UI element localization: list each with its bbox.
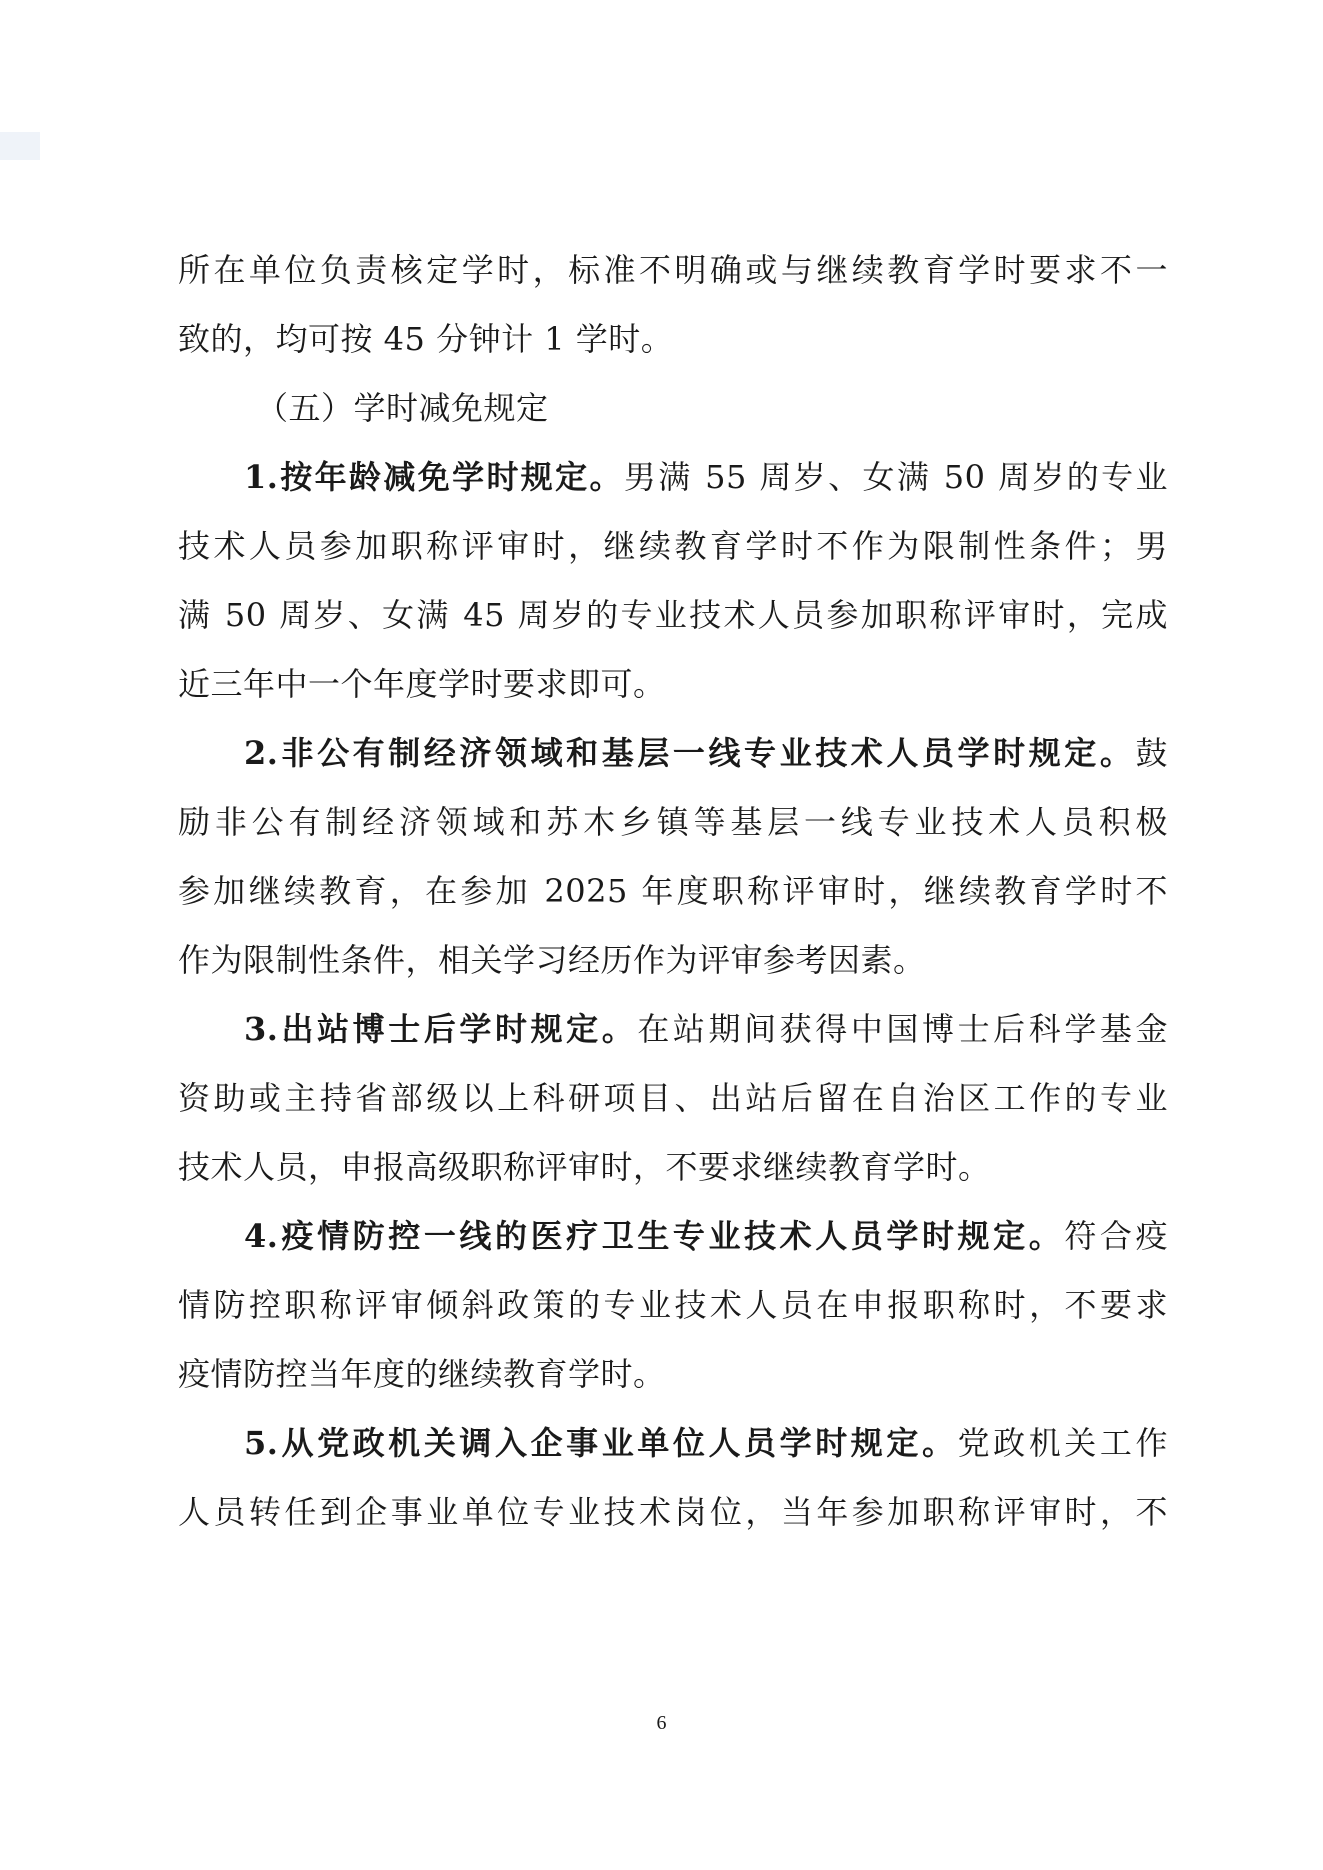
text-line: 技术人员参加职称评审时，继续教育学时不作为限制性条件；男	[178, 527, 1168, 565]
item-3-title: 3.出站博士后学时规定。	[244, 1010, 638, 1048]
text-line: 近三年中一个年度学时要求即可。	[178, 665, 666, 703]
item-1-title: 1.按年龄减免学时规定。	[244, 458, 624, 496]
page-number: 6	[656, 1712, 667, 1734]
text-line: 致的，均可按 45 分钟计 1 学时。	[178, 320, 674, 358]
text-line: 人员转任到企事业单位专业技术岗位，当年参加职称评审时，不	[178, 1493, 1168, 1531]
text-line: 资助或主持省部级以上科研项目、出站后留在自治区工作的专业	[178, 1079, 1168, 1117]
item-4-title: 4.疫情防控一线的医疗卫生专业技术人员学时规定。	[244, 1217, 1065, 1255]
text-line: 满 50 周岁、女满 45 周岁的专业技术人员参加职称评审时，完成	[178, 596, 1168, 634]
body-text	[178, 236, 1168, 1547]
item-3-first-line: 3.出站博士后学时规定。在站期间获得中国博士后科学基金	[244, 1010, 1168, 1048]
text-line: 参加继续教育，在参加 2025 年度职称评审时，继续教育学时不	[178, 872, 1168, 910]
item-5-first-line: 5.从党政机关调入企事业单位人员学时规定。党政机关工作	[244, 1424, 1168, 1462]
section-heading: （五）学时减免规定	[256, 389, 549, 427]
text-line: 励非公有制经济领域和苏木乡镇等基层一线专业技术人员积极	[178, 803, 1168, 841]
item-5-title: 5.从党政机关调入企事业单位人员学时规定。	[244, 1424, 958, 1462]
scan-artifact	[0, 132, 40, 160]
text-line: 作为限制性条件，相关学习经历作为评审参考因素。	[178, 941, 926, 979]
item-2-title: 2.非公有制经济领域和基层一线专业技术人员学时规定。	[244, 734, 1136, 772]
item-1-first-line: 1.按年龄减免学时规定。男满 55 周岁、女满 50 周岁的专业	[244, 458, 1168, 496]
item-2-first-line: 2.非公有制经济领域和基层一线专业技术人员学时规定。鼓	[244, 734, 1168, 772]
item-4-first-line: 4.疫情防控一线的医疗卫生专业技术人员学时规定。符合疫	[244, 1217, 1168, 1255]
text-line: 技术人员，申报高级职称评审时，不要求继续教育学时。	[178, 1148, 991, 1186]
text-line: 所在单位负责核定学时，标准不明确或与继续教育学时要求不一	[178, 251, 1168, 289]
text-line: 疫情防控当年度的继续教育学时。	[178, 1355, 666, 1393]
text-line: 情防控职称评审倾斜政策的专业技术人员在申报职称时，不要求	[178, 1286, 1168, 1324]
